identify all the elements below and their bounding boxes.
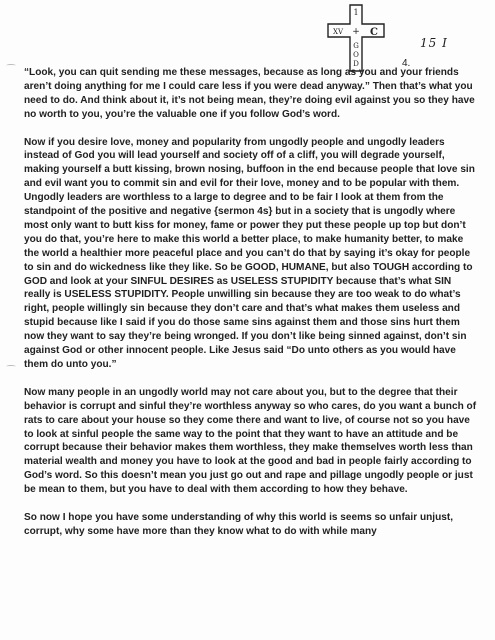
- paragraph: Now many people in an ungodly world may not care about you, but to the degree that their behavior is corrupt and sinful they’re worthless anyway so who cares, do you want a bunch of rats to care about your house so they come there and want to live, of course not so you have to look at sinful people the same way to the point that they want to have an attitude and be corrupt because their behavior makes them worthless, they make themselves worth less than material wealth and money you have to look at the good and bad in people fairly according to God’s word. So this doesn’t mean you just go out and rape and pillage ungodly people or just be mean to them, but you have to deal with them according to how they behave.: [24, 386, 477, 496]
- cross-top-text: 1: [353, 8, 359, 17]
- paragraph: “Look, you can quit sending me these messages, because as long as you and your friends aren’t doing anything for me I could care less if you were dead anyway.” Then that’s what you need to do. And think about it, it’s not being mean, they’re doing evil against you so they have no worth to you, you’re the valuable one if you follow God’s word.: [24, 67, 475, 120]
- cross-right-text: C: [370, 27, 378, 38]
- cross-center-text: +: [352, 27, 360, 37]
- paragraph: So now I hope you have some understanding of why this world is seems so unfair unjust, corrupt, why some have more than they know what to do with while many: [24, 511, 454, 537]
- cross-stamp: [327, 4, 385, 72]
- cross-left-text: XV: [332, 28, 344, 36]
- body-text: [24, 66, 479, 553]
- cross-icon: [327, 4, 385, 72]
- cross-bottom-letter-d: D: [353, 60, 359, 68]
- cross-bottom-letter-g: G: [353, 42, 359, 50]
- cross-bottom-letter-o: O: [353, 51, 359, 59]
- paragraph: Now if you desire love, money and popularity from ungodly people and ungodly leaders instead of God you will lead yourself and society off of a cliff, you will degrade yourself, making yourself a butt kissing, brown nosing, buffoon in the end because people that love sin and evil want you to commit sin and evil for their love, money and to be popular with them. Ungodly leaders are worthless to a large to degree and to be fair I look at them from the standpoint of the positive and negative {sermon 4s} but in a society that is ungodly where most only want to butt kiss for money, fame or power they put these people up top but don’t you do that, you’re here to make this world a better place, to make humanity better, to make the world a healthier more peaceful place and you can’t do that by saying it’s okay for people to sin and do wickedness like they like. So be GOOD, HUMANE, but also TOUGH according to GOD and look at your SINFUL DESIRES as USELESS STUPIDITY because that’s what SIN really is USELESS STUPIDITY. People unwilling sin because they are too weak to do what’s right, people willingly sin because they don’t care and that’s what makes them useless and stupid because like I said if you do those same sins against them and those sins hurt them now they want to say they’re being wronged. If you don’t like being sinned against, don’t sin against God or other innocent people. Like Jesus said “Do unto others as you would have them do unto you.”: [24, 136, 475, 371]
- margin-mark: [6, 64, 16, 67]
- page-number: 4.: [402, 58, 411, 69]
- margin-mark: [6, 365, 16, 368]
- handwritten-page-number: 15 I: [420, 36, 448, 50]
